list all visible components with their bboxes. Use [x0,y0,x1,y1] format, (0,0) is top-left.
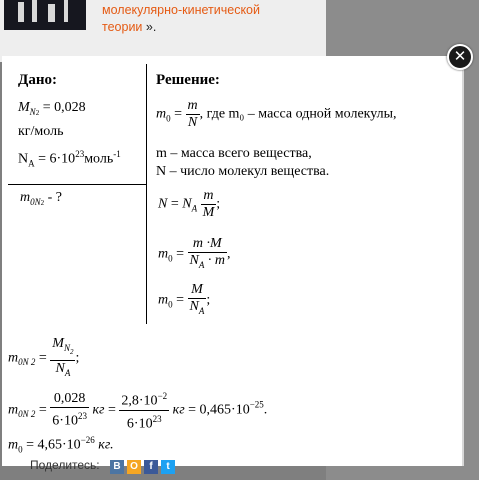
definition-N: N – число молекул вещества. [156,164,330,179]
formula-m0: $m_0$ = $\frac{m}{N}$ , где m₀ – масса одной молекулы, [156,98,397,130]
definition-m: m – масса всего вещества, [156,146,312,161]
ok-icon[interactable]: О [127,460,141,474]
theory-link-tail: ». [142,20,157,34]
share-label: Поделитесь: [30,458,100,472]
calc-formula: $m_{0N 2}$ = $\frac{M_{N_2}}{N_A}$ ; [8,336,79,380]
table-divider-vertical [146,64,147,324]
molar-mass-line: $M_{N2} = 0,028$ [18,100,86,117]
formula-m0-substituted: $m_0$ = $\frac{m \cdot M}{N_A \cdot m}$ , [158,236,231,273]
table-divider-horizontal [8,184,147,185]
close-icon[interactable]: ✕ [447,44,473,70]
theory-link[interactable] [102,2,302,36]
vk-icon[interactable]: В [110,460,124,474]
formula-N: $N = N_A$ $\frac{m}{M}$ ; [158,188,221,220]
twitter-icon[interactable]: t [161,460,175,474]
facebook-icon[interactable]: f [144,460,158,474]
final-answer: $m_0 = 4,65\cdot 10^{-26}$ кг. [8,435,114,455]
theory-link-line2[interactable]: теории [102,20,143,34]
molar-mass-unit: кг/моль [18,124,64,139]
given-heading: Дано: [18,72,57,88]
solution-heading: Решение: [156,72,220,88]
avogadro-line: $N_A$ = $6\cdot 10^{23}моль^{-1}$ [18,149,121,169]
calc-numeric: $m_{0N 2}$ = $\frac{0,028}{6\cdot 10^{23}}$ кг = $\frac{2,8\cdot 10^{-2}}{6\cdot 10^{23}}$ кг = $0,465\cdot 10^{-25}$. [8,390,268,432]
formula-m0-short: $m_0$ = $\frac{M}{N_A}$ ; [158,282,210,319]
share-bar [0,458,462,480]
find-line: $m_{0N2}$ - ? [20,190,63,207]
article-thumbnail[interactable] [4,0,86,30]
theory-link-line1[interactable]: молекулярно-кинетической [102,3,260,17]
